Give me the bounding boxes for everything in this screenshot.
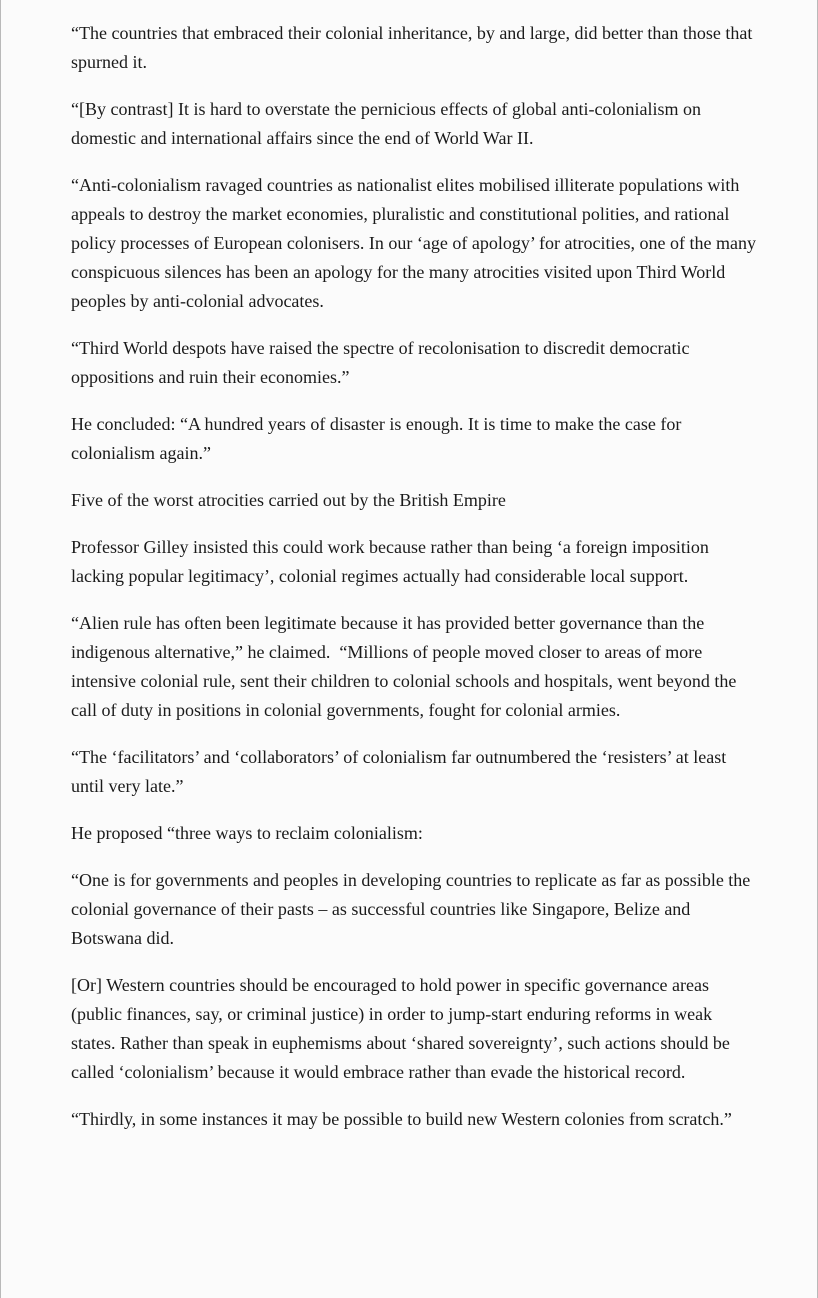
- article-paragraph: “One is for governments and peoples in developing countries to replicate as far as possible the colonial governance of their pasts – as successful countries like Singapore, Belize and Botswana did.: [71, 870, 751, 948]
- article-paragraph: “Alien rule has often been legitimate because it has provided better governance than the indigenous alternative,” he claimed. “Millions of people moved closer to areas of more intensive colonial rule, sent their children to colonial schools and hospitals, went beyond the call of duty in positions in colonial governments, fought for colonial armies.: [71, 613, 737, 720]
- article-body: [71, 19, 761, 1152]
- article-paragraph: [Or] Western countries should be encouraged to hold power in specific governance areas (public finances, say, or criminal justice) in order to jump-start enduring reforms in weak states. Rather than speak in euphemisms about ‘shared sovereignty’, such actions should be called ‘colonialism’ because it would embrace rather than evade the historical record.: [71, 975, 730, 1082]
- article-paragraph: He proposed “three ways to reclaim colonialism:: [71, 823, 423, 843]
- article-paragraph: “The ‘facilitators’ and ‘collaborators’ of colonialism far outnumbered the ‘resisters’ at least until very late.”: [71, 747, 727, 796]
- article-paragraph: “The countries that embraced their colonial inheritance, by and large, did better than those that spurned it.: [71, 23, 753, 72]
- article-paragraph: “Thirdly, in some instances it may be possible to build new Western colonies from scratch.”: [71, 1109, 732, 1129]
- article-paragraph: “Anti-colonialism ravaged countries as nationalist elites mobilised illiterate populations with appeals to destroy the market economies, pluralistic and constitutional polities, and rational policy processes of European colonisers. In our ‘age of apology’ for atrocities, one of the many conspicuous silences has been an apology for the many atrocities visited upon Third World peoples by anti-colonial advocates.: [71, 175, 756, 311]
- article-paragraph: He concluded: “A hundred years of disaster is enough. It is time to make the case for colonialism again.”: [71, 414, 682, 463]
- article-paragraph: “[By contrast] It is hard to overstate the pernicious effects of global anti-colonialism on domestic and international affairs since the end of World War II.: [71, 99, 701, 148]
- article-paragraph: “Third World despots have raised the spectre of recolonisation to discredit democratic oppositions and ruin their economies.”: [71, 338, 690, 387]
- related-article-link[interactable]: Five of the worst atrocities carried out by the British Empire: [71, 490, 506, 510]
- article-paragraph: Professor Gilley insisted this could work because rather than being ‘a foreign imposition lacking popular legitimacy’, colonial regimes actually had considerable local support.: [71, 537, 709, 586]
